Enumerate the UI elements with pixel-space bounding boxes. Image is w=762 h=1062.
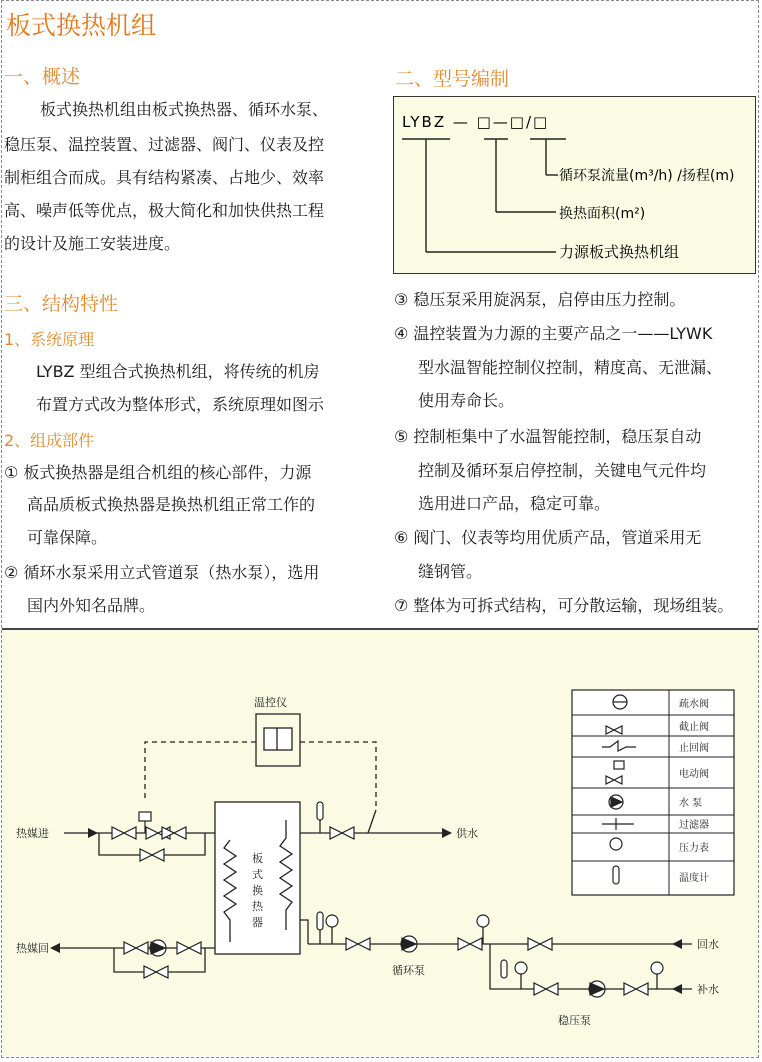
legend-label: 电动阀	[679, 769, 709, 780]
control-line-left	[145, 742, 256, 802]
legend-label: 过滤器	[679, 820, 709, 831]
part-item-7-line: ⑦ 整体为可拆式结构，可分散运输，现场组装。	[394, 596, 734, 615]
model-code: LYBZ — □—□/□	[402, 113, 550, 131]
valves	[112, 827, 648, 995]
label-temp-controller: 温控仪	[254, 696, 287, 709]
legend-label: 疏水阀	[679, 699, 709, 710]
principle-line: 布置方式改为整体形式，系统原理如图示	[36, 395, 325, 414]
part-item-2-line: ② 循环水泵采用立式管道泵（热水泵），选用	[4, 563, 320, 582]
temp-controller-screen	[264, 728, 292, 750]
page-title: 板式换热机组	[6, 11, 157, 40]
part-item-1-line: ① 板式换热器是组合机组的核心部件，力源	[4, 463, 312, 482]
legend-label: 水 泵	[679, 798, 703, 809]
part-item-5-line: 选用进口产品，稳定可靠。	[418, 494, 611, 513]
part-item-5-line: 控制及循环泵启停控制，关键电气元件均	[418, 461, 707, 480]
overview-line: 板式换热机组由板式换热器、循环水泵、	[40, 100, 329, 119]
part-item-2-line: 国内外知名品牌。	[27, 596, 156, 615]
principle-line: LYBZ 型组合式换热机组，将传统的机房	[36, 362, 320, 381]
structure-heading: 三、结构特性	[4, 293, 119, 315]
electric-valve-actuator	[139, 812, 151, 821]
legend-label: 止回阀	[679, 743, 709, 754]
label-return: 回水	[697, 938, 719, 951]
overview-line: 的设计及施工安装进度。	[4, 234, 181, 253]
model-code-diagram	[394, 97, 754, 272]
part-item-4-line: ④ 温控装置为力源的主要产品之一——LYWK	[394, 324, 713, 343]
label-makeup: 补水	[697, 983, 719, 996]
parts-heading: 2、组成部件	[4, 431, 95, 450]
part-item-6-line: 缝钢管。	[418, 562, 483, 581]
overview-line: 稳压泵、温控装置、过滤器、阀门、仪表及控	[4, 135, 325, 154]
part-item-1-line: 高品质板式换热器是换热机组正常工作的	[27, 495, 316, 514]
overview-heading: 一、概述	[4, 66, 81, 88]
legend-label: 截止阀	[679, 722, 709, 733]
label-exchanger-2: 式	[252, 868, 263, 881]
part-item-5-line: ⑤ 控制柜集中了水温智能控制，稳压泵自动	[394, 427, 702, 446]
overview-line: 高、噪声低等优点，极大简化和加快供热工程	[4, 201, 325, 220]
part-item-6-line: ⑥ 阀门、仪表等均用优质产品，管道采用无	[394, 528, 702, 547]
overview-line: 制柜组合而成。具有结构紧凑、占地少、效率	[4, 168, 325, 187]
part-item-1-line: 可靠保障。	[27, 528, 108, 547]
label-exchanger-3: 换	[252, 884, 263, 897]
legend-label: 温度计	[679, 873, 709, 884]
label-exchanger-1: 板	[252, 852, 263, 865]
label-stabilizer-pump: 稳压泵	[558, 1014, 591, 1027]
model-label-flow: 循环泵流量(m³/h) /扬程(m)	[559, 168, 735, 184]
part-item-4-line: 型水温智能控制仪控制，精度高、无泄漏、	[418, 358, 723, 377]
model-label-area: 换热面积(m²)	[559, 206, 646, 222]
label-circulation-pump: 循环泵	[392, 964, 425, 977]
principle-heading: 1、系统原理	[4, 330, 95, 349]
label-heat-medium-in: 热媒进	[16, 827, 49, 840]
system-diagram	[2, 630, 758, 1058]
label-supply: 供水	[456, 827, 478, 840]
control-line-right	[300, 742, 376, 810]
part-item-3-line: ③ 稳压泵采用旋涡泵，启停由压力控制。	[394, 290, 686, 309]
legend	[572, 690, 734, 895]
legend-label: 压力表	[679, 843, 709, 854]
label-exchanger-4: 热	[252, 900, 263, 913]
model-label-unit: 力源板式换热机组	[559, 243, 680, 261]
label-exchanger-5: 器	[252, 916, 263, 929]
label-heat-medium-out: 热媒回	[16, 942, 49, 955]
model-heading: 二、型号编制	[395, 68, 510, 90]
system-diagram-panel	[2, 628, 758, 1056]
model-code-box	[393, 96, 756, 274]
part-item-4-line: 使用寿命长。	[418, 391, 515, 410]
